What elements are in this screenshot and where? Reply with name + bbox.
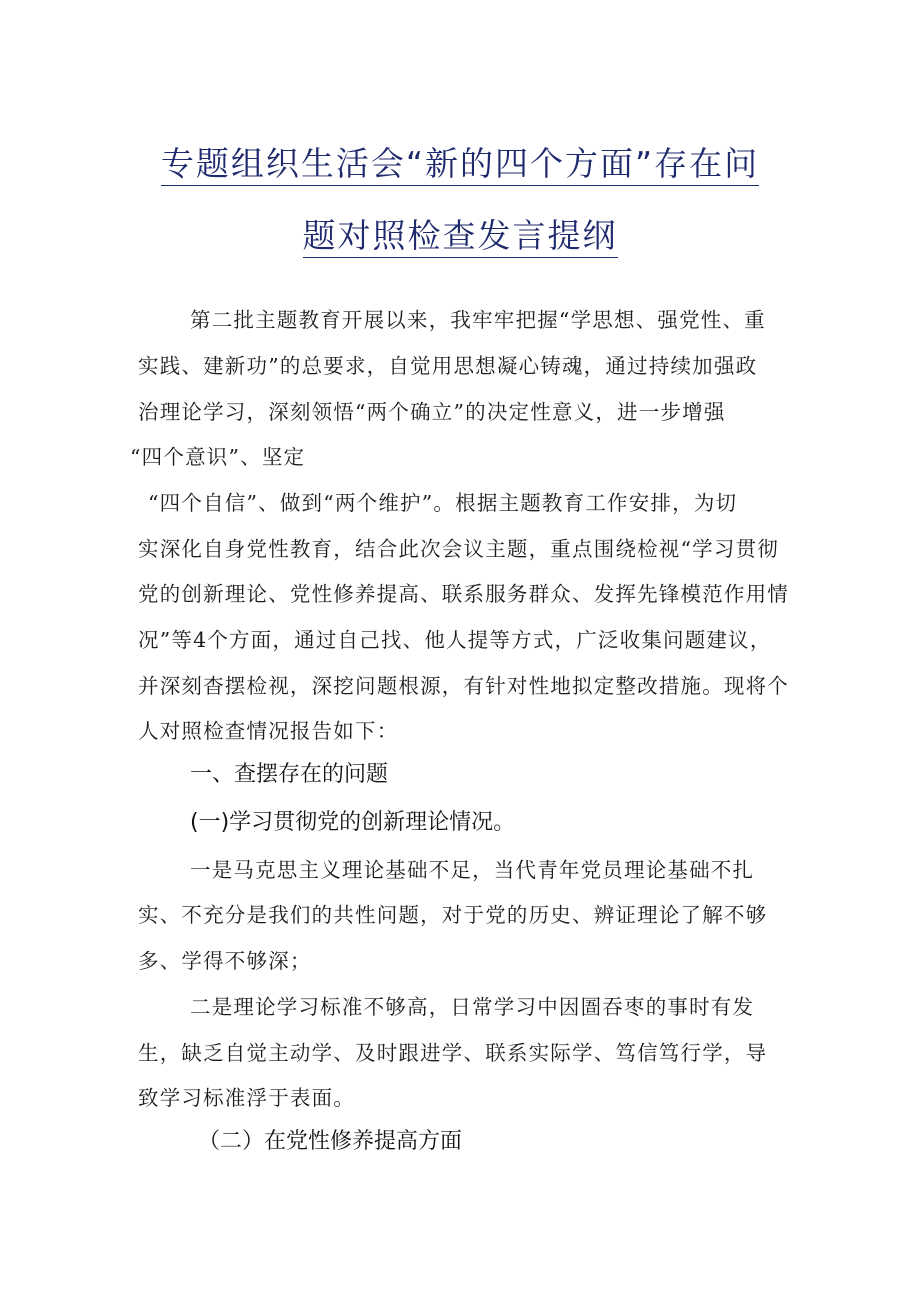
document-title-line-1 [0,138,920,185]
intro-line: 况”等4个方面，通过自己找、他人提等方式，广泛收集问题建议， [138,628,772,652]
intro-line: “四个意识”、坚定 [130,445,306,469]
intro-line: 治理论学习，深刻领悟“两个确立”的决定性意义，进一步增强 [138,400,726,424]
document-title-line-2 [0,210,920,257]
intro-line: 并深刻杳摆检视，深挖问题根源，有针对性地拟定整改措施。现将个 [138,674,789,698]
subsection-heading: （二）在党性修养提高方面 [198,1129,463,1154]
section-heading: 一、查摆存在的问题 [190,762,389,787]
paragraph-line: 二是理论学习标准不够高，日常学习中因圄吞枣的事时有发 [190,995,755,1019]
paragraph-line: 多、学得不够深； [138,949,312,973]
intro-line: “四个自信”、做到“两个维护”。根据主题教育工作安排，为切 [148,491,738,515]
paragraph-line: 一是马克思主义理论基础不足，当代青年党员理论基础不扎 [190,858,755,882]
intro-line: 实深化自身党性教育，结合此次会议主题，重点围绕检视“学习贯彻 [138,537,779,561]
intro-line: 党的创新理论、党性修养提高、联系服务群众、发挥先锋模范作用情 [138,582,789,606]
intro-line: 第二批主题教育开展以来，我牢牢把握“学思想、强党性、重 [190,308,766,332]
intro-line: 人对照检查情况报告如下： [138,719,399,743]
subsection-heading: (一)学习贯彻党的创新理论情况。 [190,810,516,835]
title-text-2: 题对照检查发言提纲 [303,216,618,258]
paragraph-line: 生，缺乏自觉主动学、及时跟进学、联系实际学、笃信笃行学，导 [138,1041,768,1065]
intro-line: 实践、建新功”的总要求，自觉用思想凝心铸魂，通过持续加强政 [138,354,758,378]
paragraph-line: 致学习标准浮于表面。 [138,1086,355,1110]
paragraph-line: 实、不充分是我们的共性问题，对于党的历史、辨证理论了解不够 [138,903,768,927]
title-text-1: 专题组织生活会“新的四个方面”存在问 [161,144,759,186]
